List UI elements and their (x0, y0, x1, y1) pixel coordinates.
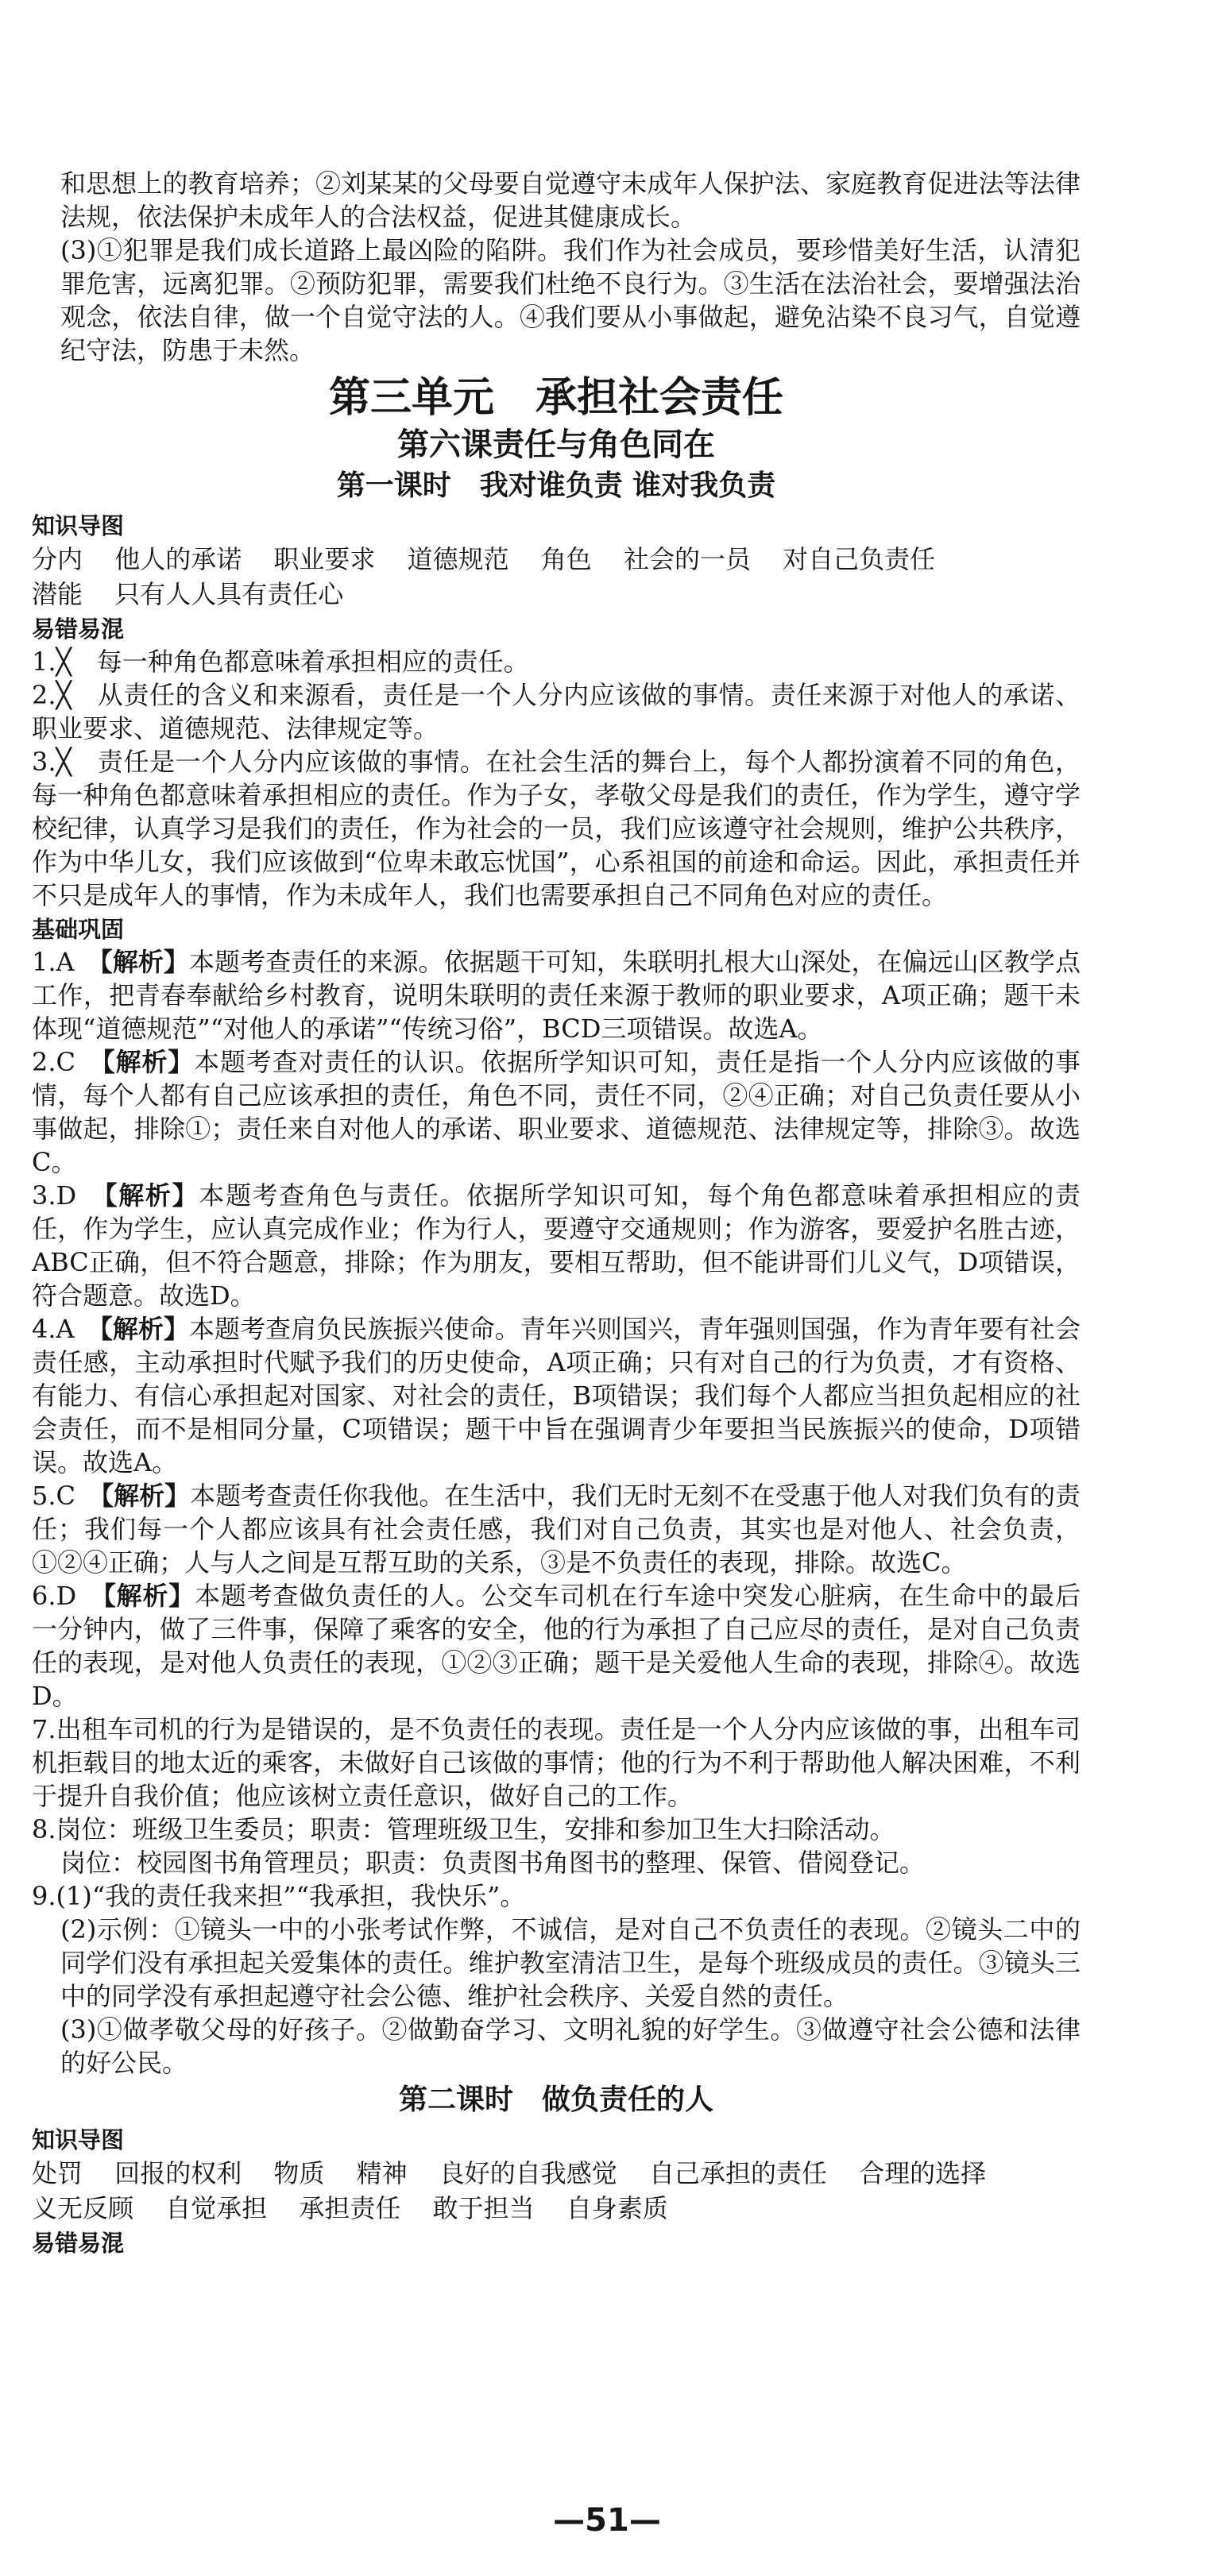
intro-line-2: (3)①犯罪是我们成长道路上最凶险的陷阱。我们作为社会成员，要珍惜美好生活，认清犯罪危害，远离犯罪。②预防犯罪，需要我们杜绝不良行为。③生活在法治社会，要增强法治观念，依法自律，做一个自觉守法的人。④我们要从小事做起，避免沾染不良习气，自觉遵纪守法，防患于未然。 (60, 235, 1081, 365)
intro-line-1: 和思想上的教育培养；②刘某某的父母要自觉遵守未成年人保护法、家庭教育促进法等法律法规，依法保护未成年人的合法权益，促进其健康成长。 (60, 168, 1081, 232)
keyword: 分内 (32, 544, 83, 574)
period1-zhishi-label: 知识导图 (32, 512, 125, 539)
period2-title: 第二课时 做负责任的人 (398, 2084, 713, 2116)
analysis-text: 本题考查肩负民族振兴使命。青年兴则国兴，青年强则国强，作为青年要有社会责任感，主动承担时代赋予我们的历史使命，A项正确；只有对自己的行为负责，才有资格、有能力、有信心承担起对国家、对社会的责任，B项错误；我们每个人都应当担负起相应的社会责任，而不是相同分量，C项错误；题干中旨在强调青少年要担当民族振兴的使命，D项错误。故选A。 (32, 1314, 1081, 1477)
analysis-text: 本题考查责任的来源。依据题干可知，朱联明扎根大山深处，在偏远山区教学点工作，把青春奉献给乡村教育，说明朱联明的责任来源于教师的职业要求，A项正确；题干未体现“道德规范”“对他人的承诺”“传统习俗”，BCD三项错误。故选A。 (32, 947, 1081, 1044)
jichu-item-4 (32, 1312, 1081, 1479)
analysis-text: 本题考查角色与责任。依据所学知识可知，每个角色都意味着承担相应的责任，作为学生，应认真完成作业；作为行人，要遵守交通规则；作为游客，要爱护名胜古迹，ABC正确，但不符合题意，排除；作为朋友，要相互帮助，但不能讲哥们儿义气，D项错误，符合题意。故选D。 (32, 1180, 1081, 1311)
analysis-text: 本题考查做负责任的人。公交车司机在行车途中突发心脏病，在生命中的最后一分钟内，做了三件事，保障了乘客的安全，他的行为承担了自己应尽的责任，是对自己负责任的表现，是对他人负责任的表现，①②③正确；题干是关爱他人生命的表现，排除④。故选D。 (32, 1581, 1081, 1711)
keyword: 自己承担的责任 (648, 2158, 827, 2188)
q8-line-2: 岗位：校园图书角管理员；职责：负责图书角图书的整理、保管、借阅登记。 (60, 1848, 926, 1878)
keyword: 良好的自我感觉 (439, 2158, 617, 2188)
period1-jichu-label: 基础巩固 (32, 916, 125, 943)
q8-line-1: 8.岗位：班级卫生委员；职责：管理班级卫生，安排和参加卫生大扫除活动。 (32, 1814, 895, 1844)
keyword: 自身素质 (566, 2193, 668, 2223)
unit-title: 第三单元 承担社会责任 (328, 374, 783, 422)
jichu-item-1 (32, 945, 1081, 1045)
period2-zhishi-label: 知识导图 (32, 2126, 125, 2153)
yicuo-item-2: 2.╳ 从责任的含义和来源看，责任是一个人分内应该做的事情。责任来源于对他人的承诺、职业要求、道德规范、法律规定等。 (32, 680, 1081, 743)
jichu-item-6 (32, 1579, 1081, 1713)
period2-zhishi-row2 (32, 2191, 1081, 2226)
jichu-item-5 (32, 1479, 1081, 1579)
jichu-item-2 (32, 1045, 1081, 1179)
keyword: 自觉承担 (165, 2193, 268, 2223)
period1-title: 第一课时 我对谁负责 谁对我负责 (336, 469, 776, 502)
keyword: 职业要求 (273, 544, 376, 574)
jichu-item-7 (32, 1713, 1081, 1813)
period1-zhishi-row1 (32, 542, 1081, 577)
analysis-tag: 【解析】 (102, 1047, 195, 1077)
keyword: 他人的承诺 (114, 544, 242, 574)
keyword: 承担责任 (299, 2193, 401, 2223)
keyword: 角色 (540, 544, 592, 574)
keyword: 处罚 (32, 2158, 83, 2188)
yicuo-item-3: 3.╳ 责任是一个人分内应该做的事情。在社会生活的舞台上，每个人都扮演着不同的角色，每一种角色都意味着承担相应的责任。作为子女，孝敬父母是我们的责任，作为学生，遵守学校纪律，认真学习是我们的责任，作为社会的一员，我们应该遵守社会规则，维护公共秩序，作为中华儿女，我们应该做到“位卑未敢忘忧国”，心系祖国的前途和命运。因此，承担责任并不只是成年人的事情，作为未成年人，我们也需要承担自己不同角色对应的责任。 (32, 747, 1081, 910)
keyword: 合理的选择 (859, 2158, 987, 2188)
answer-num: 5.C (32, 1481, 76, 1511)
period2-yicuo-label: 易错易混 (32, 2230, 125, 2257)
analysis-tag: 【解析】 (99, 1314, 189, 1344)
analysis-tag: 【解析】 (104, 1180, 199, 1211)
page-number: —51— (553, 2502, 661, 2539)
keyword: 回报的权利 (114, 2158, 242, 2188)
analysis-tag: 【解析】 (101, 1481, 191, 1511)
period2-zhishi-row1 (32, 2156, 1081, 2191)
keyword: 物质 (273, 2158, 325, 2188)
keyword: 精神 (356, 2158, 408, 2188)
answer-num: 1.A (32, 947, 75, 977)
keyword: 对自己负责任 (783, 544, 936, 574)
keyword: 社会的一员 (623, 544, 751, 574)
content (32, 167, 1081, 2259)
answer-num: 4.A (32, 1314, 75, 1344)
analysis-text: 出租车司机的行为是错误的，是不负责任的表现。责任是一个人分内应该做的事，出租车司机拒载目的地太近的乘客，未做好自己该做的事情；他的行为不利于帮助他人解决困难，不利于提升自我价值；他应该树立责任意识，做好自己的工作。 (32, 1714, 1081, 1811)
period1-yicuo-label: 易错易混 (32, 616, 125, 643)
lesson-title: 第六课责任与角色同在 (397, 427, 715, 463)
answer-num: 3.D (32, 1180, 77, 1211)
keyword: 道德规范 (407, 544, 509, 574)
analysis-tag: 【解析】 (102, 1581, 195, 1611)
jichu-item-3 (32, 1179, 1081, 1312)
keyword: 敢于担当 (432, 2193, 535, 2223)
answer-num: 2.C (32, 1047, 76, 1077)
keyword: 义无反顾 (32, 2193, 134, 2223)
yicuo-item-1: 1.╳ 每一种角色都意味着承担相应的责任。 (32, 647, 529, 677)
q9-line-3: (3)①做孝敬父母的好孩子。②做勤奋学习、文明礼貌的好学生。③做遵守社会公德和法律的好公民。 (60, 2014, 1081, 2078)
keyword: 只有人人具有责任心 (114, 579, 344, 609)
answer-num: 6.D (32, 1581, 77, 1611)
analysis-text: 本题考查责任你我他。在生活中，我们无时无刻不在受惠于他人对我们负有的责任；我们每一个人都应该具有社会责任感，我们对自己负责，其实也是对他人、社会负责，①②④正确；人与人之间是互帮互助的关系，③是不负责任的表现，排除。故选C。 (32, 1481, 1081, 1578)
q9-line-1: 9.(1)“我的责任我来担”“我承担，我快乐”。 (32, 1881, 526, 1911)
analysis-tag: 【解析】 (99, 947, 189, 977)
answer-num: 7. (32, 1714, 56, 1744)
keyword: 潜能 (32, 579, 83, 609)
period1-zhishi-row2 (32, 577, 1081, 612)
analysis-text: 本题考查对责任的认识。依据所学知识可知，责任是指一个人分内应该做的事情，每个人都有自己应该承担的责任，角色不同，责任不同，②④正确；对自己负责任要从小事做起，排除①；责任来自对他人的承诺、职业要求、道德规范、法律规定等，排除③。故选C。 (32, 1047, 1081, 1177)
q9-line-2: (2)示例：①镜头一中的小张考试作弊，不诚信，是对自己不负责任的表现。②镜头二中的同学们没有承担起关爱集体的责任。维护教室清洁卫生，是每个班级成员的责任。③镜头三中的同学没有承担起遵守社会公德、维护社会秩序、关爱自然的责任。 (60, 1914, 1081, 2011)
